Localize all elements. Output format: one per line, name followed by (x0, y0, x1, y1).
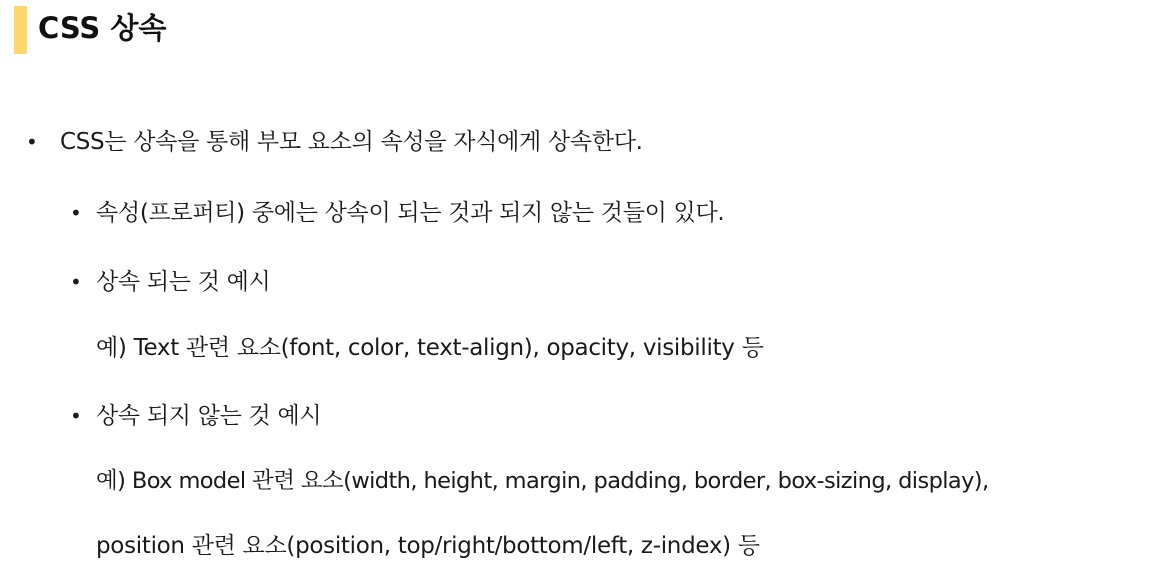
bullet-dot: • (26, 130, 38, 154)
main-bullet-text: CSS는 상속을 통해 부모 요소의 속성을 자식에게 상속한다. (60, 129, 643, 155)
example-text: position 관련 요소(position, top/right/bottom/left, z-index) 등 (96, 533, 760, 559)
bullet-dot: • (70, 270, 82, 294)
example-text: 예) Text 관련 요소(font, color, text-align), opacity, visibility 등 (96, 335, 764, 361)
sub-bullet-text: 상속 되지 않는 것 예시 (96, 403, 322, 429)
bullet-dot: • (70, 404, 82, 428)
sub-bullet-text: 속성(프로퍼티) 중에는 상속이 되는 것과 되지 않는 것들이 있다. (96, 200, 725, 226)
example-text: 예) Box model 관련 요소(width, height, margin, padding, border, box-sizing, display), (96, 468, 989, 494)
sub-bullet-text: 상속 되는 것 예시 (96, 269, 271, 295)
title-accent-bar (14, 6, 27, 54)
page-title: CSS 상속 (38, 11, 167, 45)
bullet-dot: • (70, 201, 82, 225)
